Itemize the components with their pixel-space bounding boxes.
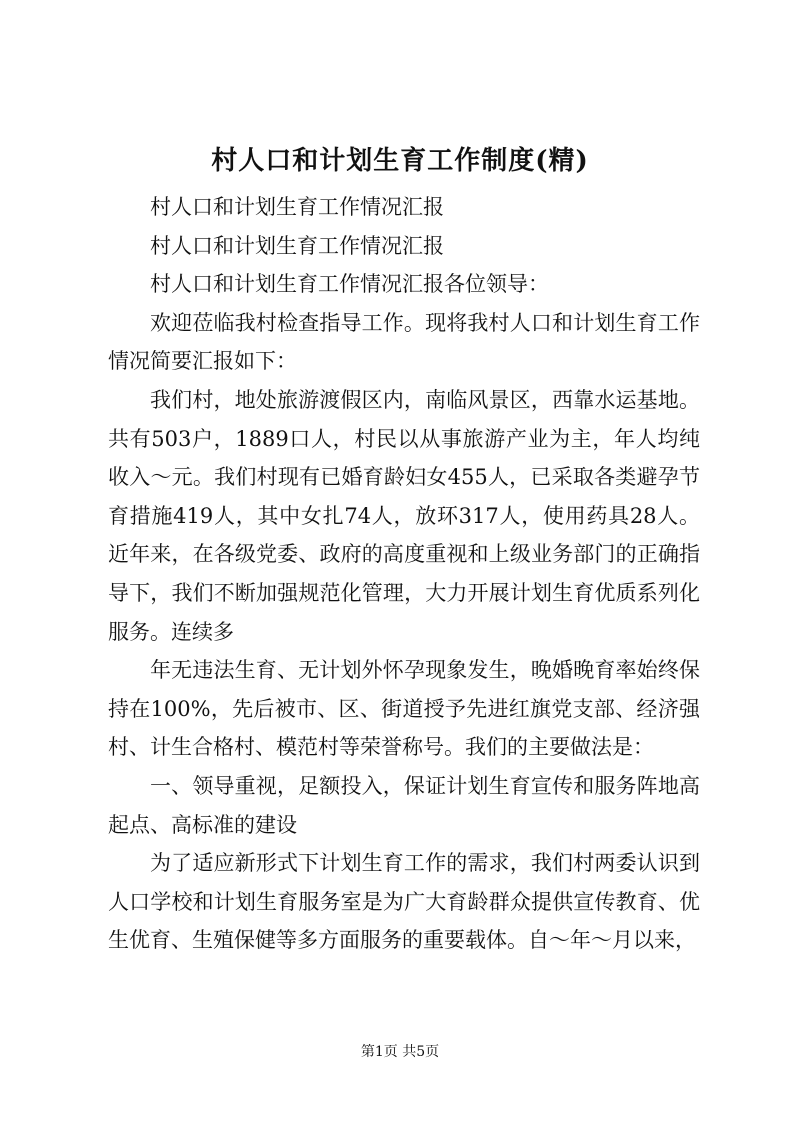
- page-footer: 第1页 共5页: [360, 1044, 440, 1060]
- paragraph: 一、领导重视，足额投入，保证计划生育宣传和服务阵地高起点、高标准的建设: [108, 773, 700, 837]
- document-title: 村人口和计划生育工作制度(精): [211, 146, 589, 176]
- document-body: [108, 188, 700, 960]
- paragraph: 年无违法生育、无计划外怀孕现象发生，晚婚晚育率始终保持在100%，先后被市、区、街道授予先进红旗党支部、经济强村、计生合格村、模范村等荣誉称号。我们的主要做法是：: [108, 658, 700, 760]
- paragraph: 村人口和计划生育工作情况汇报各位领导：: [150, 272, 549, 297]
- paragraph: 我们村，地处旅游渡假区内，南临风景区，西靠水运基地。共有503户，1889口人，村民以从事旅游产业为主，年人均纯收入～元。我们村现有已婚育龄妇女455人，已采取各类避孕节育措施419人，其中女扎74人，放环317人，使用药具28人。近年来，在各级党委、政府的高度重视和上级业务部门的正确指导下，我们不断加强规范化管理，大力开展计划生育优质系列化服务。连续多: [108, 387, 700, 644]
- paragraph: 村人口和计划生育工作情况汇报: [150, 195, 444, 219]
- paragraph: 村人口和计划生育工作情况汇报: [150, 233, 444, 258]
- paragraph: 为了适应新形式下计划生育工作的需求，我们村两委认识到人口学校和计划生育服务室是为广大育龄群众提供宣传教育、优生优育、生殖保健等多方面服务的重要载体。自～年～月以来，: [108, 851, 700, 953]
- paragraph: 欢迎莅临我村检查指导工作。现将我村人口和计划生育工作情况简要汇报如下：: [108, 310, 700, 374]
